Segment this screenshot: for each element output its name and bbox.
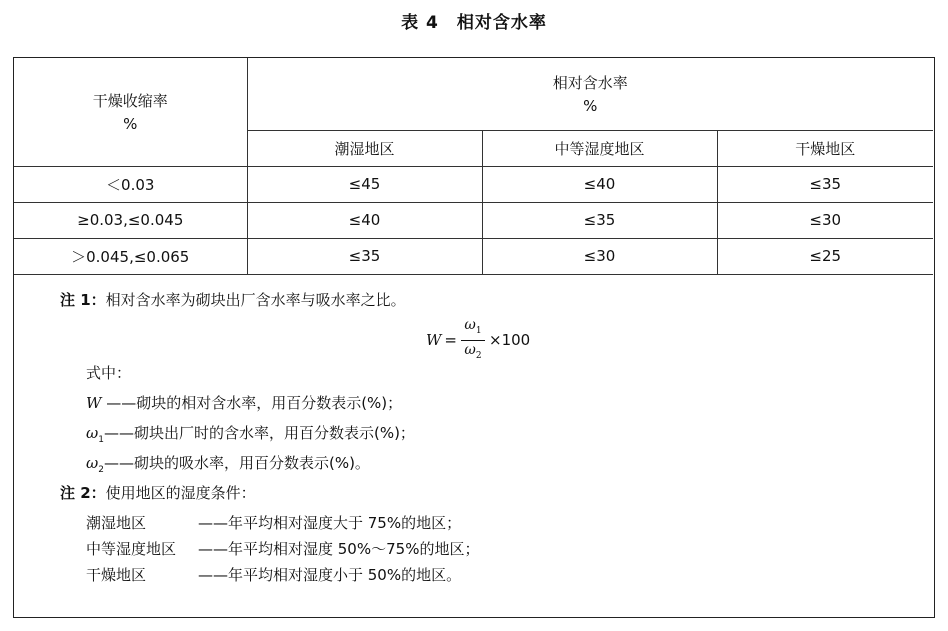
formula-fraction xyxy=(461,317,485,364)
formula-numerator-symbol: ω xyxy=(464,316,476,333)
table-title xyxy=(0,8,948,33)
definition-omega-1 xyxy=(86,423,415,450)
header-shrinkage-unit: % xyxy=(123,115,138,134)
condition-text: ——年平均相对湿度小于 50%的地区。 xyxy=(198,566,462,584)
table-caption: 相对含水率 xyxy=(456,13,547,33)
note-2-label: 注 2： xyxy=(60,484,106,502)
value-cell: ≤40 xyxy=(482,166,717,202)
definition-w xyxy=(86,393,402,413)
fraction-bar xyxy=(461,340,485,341)
header-shrinkage-cell xyxy=(14,58,247,166)
value-cell: ≤40 xyxy=(247,202,482,238)
condition-region: 干燥地区 xyxy=(86,566,147,584)
header-region-humid: 潮湿地区 xyxy=(247,130,482,166)
definition-symbol: W xyxy=(86,394,102,412)
shrinkage-cell: ＞0.045,≤0.065 xyxy=(14,238,247,274)
note-1-text: 相对含水率为砌块出厂含水率与吸水率之比。 xyxy=(105,291,406,309)
formula-denominator xyxy=(464,342,481,364)
header-region-dry: 干燥地区 xyxy=(717,130,933,166)
definition-subscript: 2 xyxy=(98,465,104,475)
note-1-label: 注 1： xyxy=(60,291,106,309)
header-row xyxy=(14,58,933,130)
definition-text: ——砌块的吸水率，用百分数表示(%)。 xyxy=(103,454,370,472)
header-group-cell xyxy=(247,58,933,130)
formula xyxy=(426,316,531,361)
value-cell: ≤30 xyxy=(717,202,933,238)
definition-text: ——砌块的相对含水率，用百分数表示(%)； xyxy=(101,394,403,412)
value-cell: ≤35 xyxy=(482,202,717,238)
value-cell: ≤45 xyxy=(247,166,482,202)
where-label: 式中： xyxy=(86,364,132,382)
condition-region: 中等湿度地区 xyxy=(86,540,177,558)
formula-denominator-subscript: 2 xyxy=(475,350,482,361)
note-1 xyxy=(60,290,406,310)
condition-humid xyxy=(86,513,461,533)
formula-denominator-symbol: ω xyxy=(464,341,476,358)
header-shrinkage-label: 干燥收缩率 xyxy=(92,92,168,111)
shrinkage-cell: ≥0.03,≤0.045 xyxy=(14,202,247,238)
header-region-medium: 中等湿度地区 xyxy=(482,130,717,166)
condition-dry xyxy=(86,565,461,585)
condition-region: 潮湿地区 xyxy=(86,514,147,532)
value-cell: ≤30 xyxy=(482,238,717,274)
table-row xyxy=(14,202,933,238)
formula-equals: = xyxy=(444,331,457,349)
header-group-label: 相对含水率 xyxy=(552,74,628,93)
formula-numerator-subscript: 1 xyxy=(475,325,482,336)
definition-omega-2 xyxy=(86,453,370,480)
condition-text: ——年平均相对湿度大于 75%的地区； xyxy=(198,514,462,532)
definition-subscript: 1 xyxy=(98,435,104,445)
table-number: 表 4 xyxy=(401,13,439,33)
formula-lhs: W xyxy=(426,331,442,349)
table-row xyxy=(14,238,933,274)
value-cell: ≤25 xyxy=(717,238,933,274)
value-cell: ≤35 xyxy=(717,166,933,202)
table-frame xyxy=(13,57,935,618)
value-cell: ≤35 xyxy=(247,238,482,274)
condition-text: ——年平均相对湿度 50%～75%的地区； xyxy=(198,540,480,558)
header-group-unit: % xyxy=(583,97,598,116)
note-2-text: 使用地区的湿度条件： xyxy=(105,484,256,502)
formula-numerator xyxy=(464,317,481,339)
condition-medium xyxy=(86,539,479,559)
shrinkage-cell: ＜0.03 xyxy=(14,166,247,202)
table-row xyxy=(14,166,933,202)
definition-symbol: ω xyxy=(86,424,99,442)
note-2 xyxy=(60,483,256,503)
formula-rhs: ×100 xyxy=(489,331,531,349)
definition-text: ——砌块出厂时的含水率，用百分数表示(%)； xyxy=(103,424,415,442)
definition-symbol: ω xyxy=(86,454,99,472)
moisture-table xyxy=(14,58,933,275)
